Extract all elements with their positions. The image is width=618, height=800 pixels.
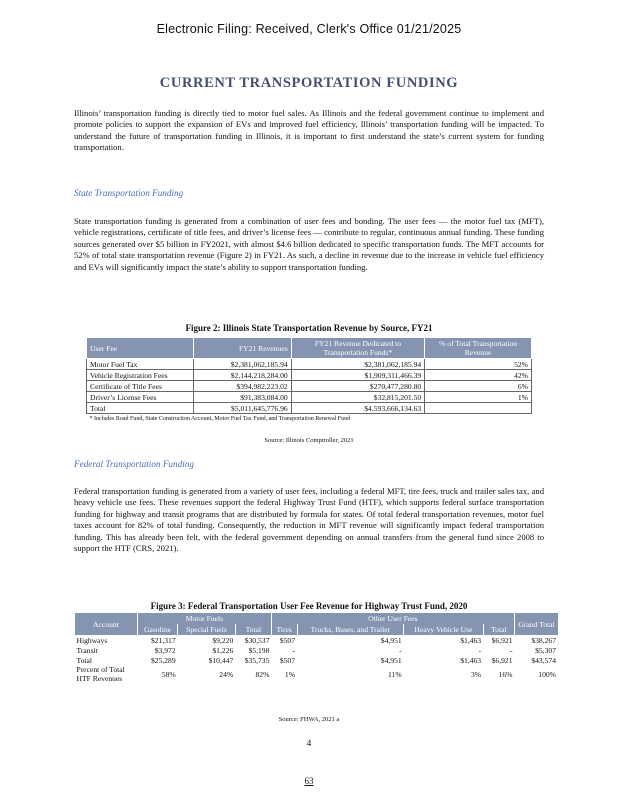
col-special-fuels: Special Fuels (178, 624, 236, 635)
table-header-row (75, 613, 559, 624)
col-user-fee: User Fee (87, 338, 194, 359)
cell: $2,144,218,284.00 (193, 370, 291, 381)
cell: $1,463 (460, 635, 482, 645)
table-subheader-row (75, 624, 559, 635)
cell: 82% (255, 669, 270, 679)
cell: Vehicle Registration Fees (87, 370, 194, 381)
cell: $507 (279, 635, 296, 645)
col-motor-total: Total (235, 624, 271, 635)
cell: $507 (279, 655, 296, 665)
exhibit-page-number: 63 (304, 776, 314, 786)
group-motor-fuels: Motor Fuels (137, 613, 271, 624)
cell: $32,815,201.50 (291, 392, 425, 403)
table-row-total (87, 403, 532, 414)
cell: $2,381,062,185.94 (193, 359, 291, 370)
cell: 24% (219, 669, 234, 679)
cell: Percent of Total HTF Revenues (76, 665, 125, 683)
cell: Highways (76, 635, 108, 645)
figure-2-caption: Figure 2: Illinois State Transportation Revenue by Source, FY21 (185, 323, 433, 333)
page-number: 4 (306, 738, 312, 748)
cell: $4,951 (380, 635, 402, 645)
state-funding-heading: State Transportation Funding (74, 188, 184, 198)
cell: $5,198 (248, 645, 270, 655)
col-fy21-revenues: FY21 Revenues (193, 338, 291, 359)
col-heavy-vehicle: Heavy Vehicle Use (404, 624, 483, 635)
cell: $4,593,666,134.63 (291, 403, 425, 414)
intro-paragraph: Illinois’ transportation funding is directly tied to motor fuel sales. As Illinois and the federal government continue to implement and promote policies to support the expansion of EVs and improved fuel efficiency, Illinois’ transportation funding will be impacted. To understand the future of transportation funding in Illinois, it is important to first understand the state’s current system for funding transportation. (74, 108, 544, 153)
cell: $5,307 (535, 645, 556, 655)
cell: 58% (161, 669, 176, 679)
cell: 42% (425, 370, 532, 381)
cell: $30,537 (244, 635, 270, 645)
cell: 1% (284, 669, 296, 679)
cell: Motor Fuel Tax (87, 359, 194, 370)
cell: $270,477,280.80 (291, 381, 425, 392)
table-note-row (87, 414, 532, 425)
col-tires: Tires (271, 624, 297, 635)
table-row (75, 655, 559, 665)
figure-3-source: Source: FHWA, 2021 a (278, 716, 340, 723)
cell: 52% (425, 359, 532, 370)
cell: Total (87, 403, 194, 414)
table-row (87, 370, 532, 381)
cell: $91,383,084.00 (193, 392, 291, 403)
cell: $4,951 (380, 655, 402, 665)
col-percent: % of Total Transportation Revenue (425, 338, 532, 359)
filing-header: Electronic Filing: Received, Clerk's Office 01/21/2025 (156, 22, 462, 36)
cell: 3% (470, 669, 482, 679)
col-dedicated: FY21 Revenue Dedicated to Transportation Funds* (291, 338, 425, 359)
cell: 16% (498, 669, 513, 679)
figure-3-table (74, 613, 558, 683)
table-row (75, 665, 559, 683)
cell: $394,982,223.02 (193, 381, 291, 392)
col-gasoline: Gasoline (137, 624, 177, 635)
table-row (87, 381, 532, 392)
cell: 6% (425, 381, 532, 392)
cell: Transit (76, 645, 98, 655)
group-other-fees: Other User Fees (271, 613, 514, 624)
cell: $5,011,645,776.96 (193, 403, 291, 414)
cell: $1,463 (460, 655, 482, 665)
col-trucks: Trucks, Buses, and Trailer (297, 624, 404, 635)
cell: $38,267 (531, 635, 556, 645)
cell: Certificate of Title Fees (87, 381, 194, 392)
federal-funding-heading: Federal Transportation Funding (74, 459, 194, 469)
cell: - (399, 645, 402, 655)
cell: - (478, 645, 482, 655)
page-title: CURRENT TRANSPORTATION FUNDING (159, 75, 459, 91)
cell: $2,381,062,185.94 (291, 359, 425, 370)
cell: $9,220 (212, 635, 234, 645)
cell: $6,921 (491, 655, 513, 665)
table-row (87, 392, 532, 403)
figure-2-note: * Includes Road Fund, State Construction Account, Motor Fuel Tax Fund, and Transportation Renewal Fund (89, 416, 351, 422)
cell: 11% (388, 669, 402, 679)
cell: $43,574 (531, 655, 556, 665)
col-account: Account (75, 613, 138, 635)
cell: $1,909,311,466.39 (291, 370, 425, 381)
figure-3-caption: Figure 3: Federal Transportation User Fee Revenue for Highway Trust Fund, 2020 (150, 601, 468, 611)
table-header-row (87, 338, 532, 359)
cell: - (509, 645, 513, 655)
cell: $1,226 (212, 645, 234, 655)
cell: 1% (425, 392, 532, 403)
table-row (75, 645, 559, 655)
cell: - (292, 645, 296, 655)
cell: $35,735 (244, 655, 270, 665)
cell: $10,447 (208, 655, 234, 665)
cell: $21,317 (150, 635, 176, 645)
cell: $25,289 (150, 655, 176, 665)
table-row (75, 635, 559, 645)
cell: 100% (538, 669, 556, 679)
federal-funding-paragraph: Federal transportation funding is generated from a variety of user fees, including a federal MFT, tire fees, truck and trailer sales tax, and heavy vehicle use fees. These revenues support the federal Highway Trust Fund (HTF), which supports federal surface transportation funding for highway and transit programs that are distributed by formula for states. Of total federal transportation revenues, motor fuel taxes account for 82% of total funding. Consequently, the reduction in MFT revenue will significantly impact federal transportation funding. This has already been felt, with the federal government depending on annual transfers from the general fund since 2008 to support the HTF (CRS, 2021). (74, 486, 544, 554)
figure-2-table (86, 337, 532, 424)
cell: $6,921 (491, 635, 513, 645)
col-other-total: Total (483, 624, 514, 635)
col-grand-total: Grand Total (515, 613, 559, 635)
cell: Driver’s License Fees (87, 392, 194, 403)
table-row (87, 359, 532, 370)
cell (425, 403, 532, 414)
cell: Total (76, 655, 92, 665)
state-funding-paragraph: State transportation funding is generated from a combination of user fees and bonding. The user fees — the motor fuel tax (MFT), vehicle registrations, certificate of title fees, and driver’s license fees — contribute to regular, continuous annual funding. These funding sources generated over $5 billion in FY2021, with almost $4.6 billion dedicated to specific transportation funds. The MFT accounts for 52% of total state transportation revenue (Figure 2) in FY21. As such, a decline in revenue due to the increase in vehicle fuel efficiency and EVs will significantly impact the state’s ability to support transportation funding. (74, 216, 544, 272)
cell: $3,972 (154, 645, 176, 655)
figure-2-source: Source: Illinois Comptroller, 2021 (264, 437, 354, 444)
